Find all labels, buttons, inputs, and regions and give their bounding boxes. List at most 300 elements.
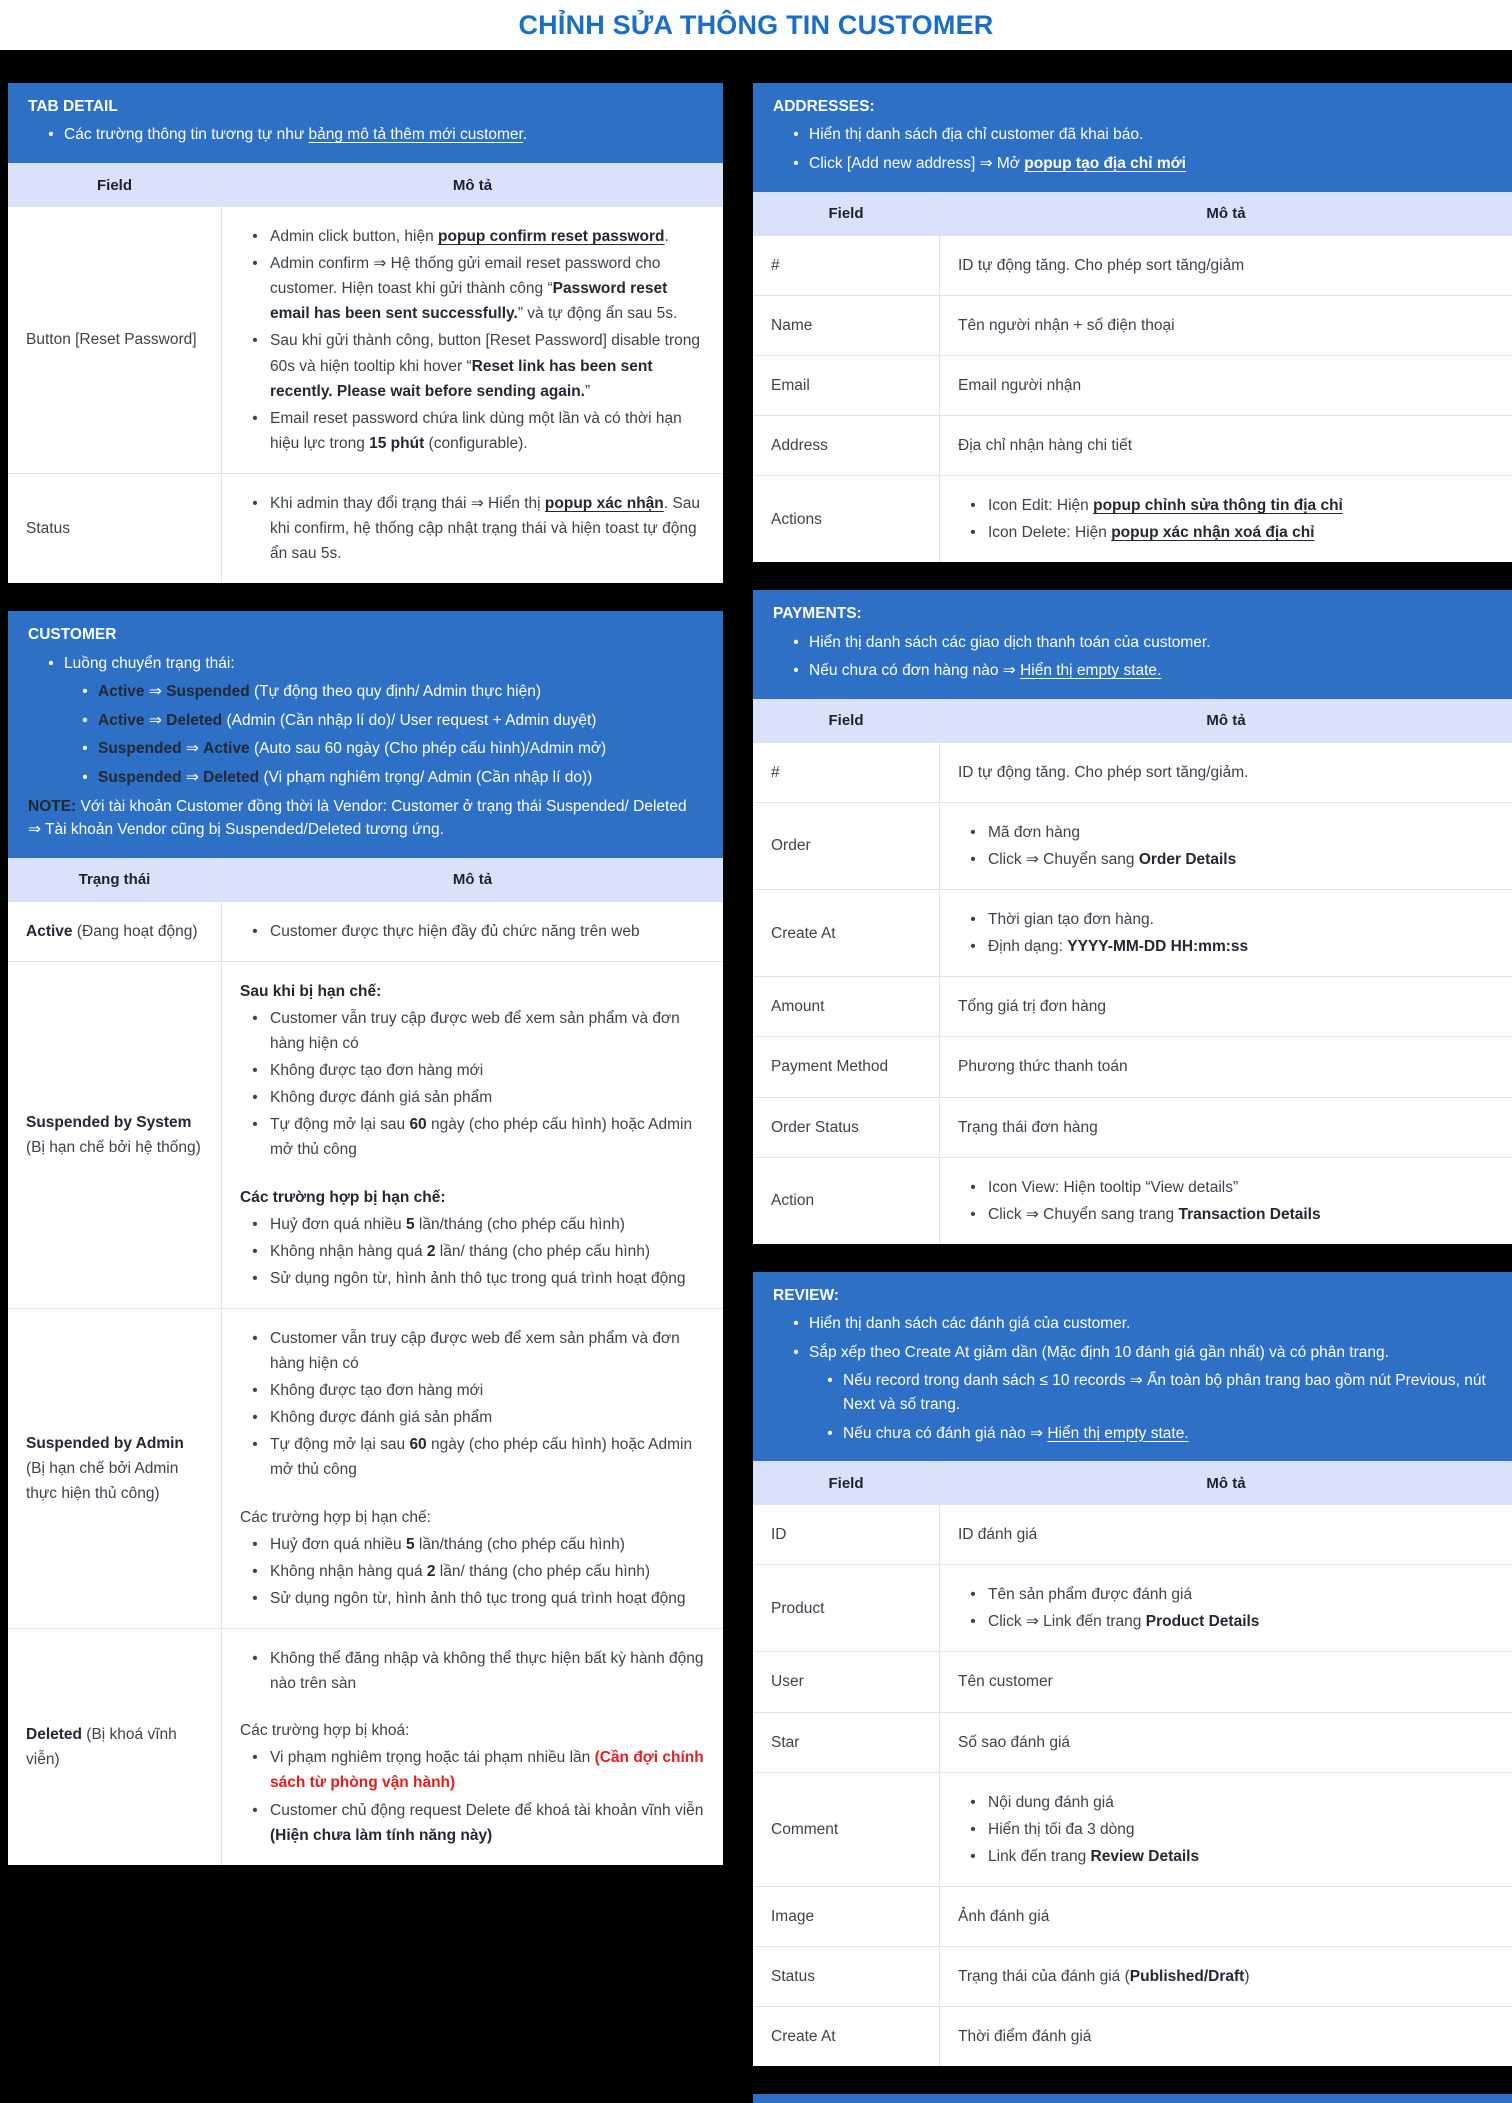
bullet-text: Định dạng: YYYY-MM-DD HH:mm:ss (988, 934, 1494, 959)
review-table (753, 1461, 1512, 2066)
section-bullet (773, 123, 1492, 147)
description-bullet (240, 406, 705, 456)
header-row (8, 163, 723, 207)
table-row (753, 743, 1512, 803)
bullet-marker: • (958, 493, 988, 518)
description-bullet (958, 1844, 1494, 1869)
bullet-text: Khi admin thay đổi trạng thái ⇒ Hiển thị popup xác nhận. Sau khi confirm, hệ thống cập nhật trạng thái và hiện toast tự động ẩn sau 5s. (270, 491, 705, 566)
description-cell (940, 977, 1512, 1037)
bullet-marker: • (240, 1798, 270, 1848)
doc-link[interactable]: Hiển thị empty state. (1047, 1425, 1188, 1442)
section-payments (753, 590, 1512, 1244)
table-header-row (753, 1461, 1512, 1505)
description-cell (940, 1947, 1512, 2007)
bullet-text: Active ⇒ Deleted (Admin (Cần nhập lí do)/ User request + Admin duyệt) (98, 709, 596, 733)
field-cell: Product (753, 1565, 940, 1652)
payments-header-panel (753, 590, 1512, 699)
description-bullet (240, 1378, 705, 1403)
field-cell: Status (8, 474, 222, 584)
bullet-text: Link đến trang Review Details (988, 1844, 1494, 1869)
bullet-marker: • (240, 919, 270, 944)
bullet-marker: • (72, 680, 98, 704)
addresses-table (753, 192, 1512, 563)
bullet-text: Click ⇒ Chuyển sang trang Transaction Details (988, 1202, 1494, 1227)
table-row (753, 2007, 1512, 2067)
table-row (753, 295, 1512, 355)
customer-header-panel (8, 611, 723, 857)
description-bullet (958, 1175, 1494, 1200)
description-paragraph: Các trường hợp bị hạn chế: (240, 1505, 705, 1530)
section-heading: ADDRESSES: (773, 96, 1492, 118)
description-cell (940, 295, 1512, 355)
bullet-marker: • (783, 631, 809, 655)
bullet-text: Tên sản phẩm được đánh giá (988, 1582, 1494, 1607)
bullet-marker: • (240, 1559, 270, 1584)
bullet-marker: • (958, 1817, 988, 1842)
doc-link[interactable]: Hiển thị empty state. (1020, 662, 1161, 679)
bullet-text: Không được tạo đơn hàng mới (270, 1378, 705, 1403)
table-row (753, 977, 1512, 1037)
section-review (753, 1272, 1512, 2066)
description-bullet (240, 1212, 705, 1237)
header-row (753, 192, 1512, 236)
bullet-text: Suspended ⇒ Deleted (Vi phạm nghiêm trọng/ Admin (Cần nhập lí do)) (98, 766, 592, 790)
table-row (753, 476, 1512, 563)
table-row (753, 1886, 1512, 1946)
doc-link[interactable]: popup tạo địa chỉ mới (1024, 155, 1186, 172)
bullet-marker: • (240, 251, 270, 326)
bullet-marker: • (38, 123, 64, 147)
description-bullet (958, 520, 1494, 545)
bullet-text: Nếu chưa có đơn hàng nào ⇒ Hiển thị empty state. (809, 659, 1161, 683)
addresses-header-panel (753, 83, 1512, 192)
bullet-marker: • (38, 652, 64, 676)
bullet-text: Hiển thị danh sách các giao dịch thanh toán của customer. (809, 631, 1211, 655)
bullet-marker: • (958, 1790, 988, 1815)
bullet-text: Mã đơn hàng (988, 820, 1494, 845)
description-cell (222, 961, 724, 1308)
bullet-marker: • (783, 1312, 809, 1336)
bullet-text: Nếu chưa có đánh giá nào ⇒ Hiển thị empty state. (843, 1422, 1189, 1446)
field-cell: Deleted (Bị khoá vĩnh viễn) (8, 1629, 222, 1865)
field-cell: Address (753, 415, 940, 475)
field-cell: Image (753, 1886, 940, 1946)
description-cell (940, 1097, 1512, 1157)
table-row (753, 1565, 1512, 1652)
section-bullet (28, 652, 703, 676)
warning-text: (Cần đợi chính sách từ phòng vận hành) (270, 1749, 704, 1791)
description-cell (940, 743, 1512, 803)
bullet-marker: • (240, 406, 270, 456)
description-bullet (240, 491, 705, 566)
section-bullet (28, 709, 703, 733)
column-header-desc: Mô tả (222, 858, 724, 902)
bullet-marker: • (240, 1378, 270, 1403)
bullet-text: Không thể đăng nhập và không thể thực hiện bất kỳ hành động nào trên sàn (270, 1646, 705, 1696)
section-customer (8, 611, 723, 1864)
table-row (753, 1947, 1512, 2007)
bullet-text: Tự động mở lại sau 60 ngày (cho phép cấu hình) hoặc Admin mở thủ công (270, 1112, 705, 1162)
bullet-marker: • (783, 123, 809, 147)
description-cell (940, 1886, 1512, 1946)
field-cell: Amount (753, 977, 940, 1037)
table-row (753, 415, 1512, 475)
description-bullet (958, 820, 1494, 845)
bullet-text: Sau khi gửi thành công, button [Reset Password] disable trong 60s và hiện tooltip khi hover “Reset link has been sent recently. Please wait before sending again.” (270, 328, 705, 403)
description-bullet (240, 1058, 705, 1083)
spacer (240, 1698, 705, 1716)
table-row (753, 1652, 1512, 1712)
doc-link[interactable]: bảng mô tả thêm mới customer (309, 126, 523, 143)
column-header-desc: Mô tả (940, 1461, 1512, 1505)
bullet-text: Huỷ đơn quá nhiều 5 lần/tháng (cho phép cấu hình) (270, 1212, 705, 1237)
next-section-strip (753, 2094, 1512, 2103)
table-row (753, 1097, 1512, 1157)
doc-link[interactable]: popup confirm reset password (438, 228, 665, 245)
bullet-text: Thời gian tạo đơn hàng. (988, 907, 1494, 932)
field-cell: Name (753, 295, 940, 355)
bullet-text: Các trường thông tin tương tự như bảng mô tả thêm mới customer. (64, 123, 527, 147)
description-bullet (240, 1532, 705, 1557)
section-bullet (773, 1369, 1492, 1416)
table-row (8, 1308, 723, 1628)
field-cell: Payment Method (753, 1037, 940, 1097)
bullet-marker: • (783, 659, 809, 683)
table-row (753, 1157, 1512, 1244)
description-bullet (958, 493, 1494, 518)
tab_detail-table (8, 163, 723, 583)
description-bullet (240, 1085, 705, 1110)
description-bullet (958, 1609, 1494, 1634)
field-cell: Order (753, 802, 940, 889)
section-bullet (773, 1422, 1492, 1446)
description-cell (222, 1629, 724, 1865)
bullet-marker: • (240, 1646, 270, 1696)
description-bullet (240, 1586, 705, 1611)
bullet-marker: • (72, 766, 98, 790)
bullet-text: Click ⇒ Chuyển sang Order Details (988, 847, 1494, 872)
bullet-marker: • (240, 1058, 270, 1083)
description-cell (222, 207, 724, 473)
bullet-text: Sử dụng ngôn từ, hình ảnh thô tục trong quá trình hoạt động (270, 1586, 705, 1611)
field-cell: Suspended by Admin (Bị hạn chế bởi Admin thực hiện thủ công) (8, 1308, 222, 1628)
bullet-marker: • (240, 1326, 270, 1376)
column-header-desc: Mô tả (940, 192, 1512, 236)
description-bullet (240, 224, 705, 249)
section-bullet (28, 680, 703, 704)
description-paragraph: ID tự động tăng. Cho phép sort tăng/giảm. (958, 760, 1494, 785)
description-paragraph: Số sao đánh giá (958, 1730, 1494, 1755)
content-columns (0, 83, 1512, 2103)
bullet-text: Sắp xếp theo Create At giảm dần (Mặc định 10 đánh giá gần nhất) và có phân trang. (809, 1341, 1389, 1365)
bullet-marker: • (958, 820, 988, 845)
bullet-text: Hiển thị danh sách các đánh giá của customer. (809, 1312, 1130, 1336)
bullet-text: Tự động mở lại sau 60 ngày (cho phép cấu hình) hoặc Admin mở thủ công (270, 1432, 705, 1482)
description-cell (222, 1308, 724, 1628)
tab_detail-header-panel (8, 83, 723, 163)
description-bullet (240, 328, 705, 403)
table-header-row (8, 163, 723, 207)
bullet-marker: • (240, 1085, 270, 1110)
description-paragraph: Các trường hợp bị khoá: (240, 1718, 705, 1743)
header-row (8, 858, 723, 902)
description-cell (940, 1652, 1512, 1712)
bullet-marker: • (240, 224, 270, 249)
bullet-text: Icon Edit: Hiện popup chỉnh sửa thông tin địa chỉ (988, 493, 1494, 518)
field-cell: User (753, 1652, 940, 1712)
page-title: CHỈNH SỬA THÔNG TIN CUSTOMER (518, 10, 993, 41)
description-bullet (240, 1006, 705, 1056)
description-cell (940, 2007, 1512, 2067)
description-bullet (958, 1817, 1494, 1842)
bullet-text: Icon View: Hiện tooltip “View details” (988, 1175, 1494, 1200)
bullet-text: Suspended ⇒ Active (Auto sau 60 ngày (Cho phép cấu hình)/Admin mở) (98, 737, 606, 761)
table-row (8, 902, 723, 962)
bullet-text: Customer vẫn truy cập được web để xem sản phẩm và đơn hàng hiện có (270, 1326, 705, 1376)
bullet-marker: • (958, 907, 988, 932)
doc-link[interactable]: popup chỉnh sửa thông tin địa chỉ (1093, 497, 1343, 514)
table-row (753, 1712, 1512, 1772)
column-header-field: Field (753, 192, 940, 236)
bullet-marker: • (240, 1239, 270, 1264)
description-cell (940, 802, 1512, 889)
bullet-text: Không được đánh giá sản phẩm (270, 1405, 705, 1430)
bullet-marker: • (817, 1369, 843, 1416)
bullet-marker: • (958, 1609, 988, 1634)
section-bullet (28, 737, 703, 761)
bullet-marker: • (240, 1405, 270, 1430)
table-row (8, 1629, 723, 1865)
description-bullet (240, 1112, 705, 1162)
spacer (240, 1165, 705, 1183)
section-bullet (773, 1312, 1492, 1336)
bullet-marker: • (240, 1266, 270, 1291)
section-heading: TAB DETAIL (28, 96, 703, 118)
description-bullet (240, 1239, 705, 1264)
column-header-field: Field (753, 699, 940, 743)
bullet-text: Không được đánh giá sản phẩm (270, 1085, 705, 1110)
bullet-text: Customer vẫn truy cập được web để xem sản phẩm và đơn hàng hiện có (270, 1006, 705, 1056)
section-heading: REVIEW: (773, 1285, 1492, 1307)
description-bullet (958, 1582, 1494, 1607)
bullet-marker: • (783, 152, 809, 176)
description-paragraph: ID đánh giá (958, 1522, 1494, 1547)
header-row (753, 699, 1512, 743)
description-cell (222, 474, 724, 584)
bullet-marker: • (817, 1422, 843, 1446)
description-bullet (240, 1266, 705, 1291)
description-cell (940, 1772, 1512, 1886)
field-cell: ID (753, 1505, 940, 1565)
section-bullet (773, 631, 1492, 655)
field-cell: Email (753, 355, 940, 415)
description-paragraph: Tên customer (958, 1669, 1494, 1694)
description-bullet (958, 847, 1494, 872)
section-bullet (28, 123, 703, 147)
description-bullet (958, 934, 1494, 959)
description-bullet (240, 919, 705, 944)
field-cell: # (753, 743, 940, 803)
title-bar (0, 0, 1512, 50)
bullet-marker: • (240, 1532, 270, 1557)
description-bullet (240, 1798, 705, 1848)
right-column (753, 83, 1512, 2103)
field-cell: Active (Đang hoạt động) (8, 902, 222, 962)
field-cell: Status (753, 1947, 940, 2007)
bullet-text: Email reset password chứa link dùng một lần và có thời hạn hiệu lực trong 15 phút (configurable). (270, 406, 705, 456)
description-cell (940, 415, 1512, 475)
description-paragraph: Trạng thái đơn hàng (958, 1115, 1494, 1140)
bullet-marker: • (958, 847, 988, 872)
description-bullet (240, 1432, 705, 1482)
bullet-text: Nội dung đánh giá (988, 1790, 1494, 1815)
description-paragraph: Email người nhận (958, 373, 1494, 398)
table-row (753, 1505, 1512, 1565)
table-row (753, 1037, 1512, 1097)
column-header-field: Trạng thái (8, 858, 222, 902)
bullet-text: Active ⇒ Suspended (Tự động theo quy định/ Admin thực hiện) (98, 680, 541, 704)
left-column (8, 83, 723, 1865)
description-cell (940, 476, 1512, 563)
description-cell (940, 1037, 1512, 1097)
column-header-desc: Mô tả (222, 163, 724, 207)
field-cell: # (753, 236, 940, 296)
description-bullet (240, 1559, 705, 1584)
payments-table (753, 699, 1512, 1244)
field-cell: Comment (753, 1772, 940, 1886)
column-header-field: Field (8, 163, 222, 207)
description-bullet (240, 1745, 705, 1795)
table-row (753, 1772, 1512, 1886)
section-heading: CUSTOMER (28, 624, 703, 646)
description-bullet (958, 1790, 1494, 1815)
bullet-text: Admin click button, hiện popup confirm reset password. (270, 224, 705, 249)
description-cell (940, 355, 1512, 415)
table-row (753, 802, 1512, 889)
bullet-text: Không nhận hàng quá 2 lần/ tháng (cho phép cấu hình) (270, 1559, 705, 1584)
bullet-marker: • (240, 1432, 270, 1482)
bullet-text: Sử dụng ngôn từ, hình ảnh thô tục trong quá trình hoạt động (270, 1266, 705, 1291)
description-paragraph: Thời điểm đánh giá (958, 2024, 1494, 2049)
table-row (8, 474, 723, 584)
description-paragraph: Các trường hợp bị hạn chế: (240, 1185, 705, 1210)
field-cell: Order Status (753, 1097, 940, 1157)
bullet-text: Click ⇒ Link đến trang Product Details (988, 1609, 1494, 1634)
section-bullet (28, 766, 703, 790)
description-bullet (958, 907, 1494, 932)
bullet-marker: • (240, 1586, 270, 1611)
bullet-marker: • (240, 1212, 270, 1237)
bullet-text: Icon Delete: Hiện popup xác nhận xoá địa chỉ (988, 520, 1494, 545)
description-paragraph: Tên người nhận + số điện thoại (958, 313, 1494, 338)
table-header-row (753, 192, 1512, 236)
spacer (240, 1485, 705, 1503)
section-bullet (773, 152, 1492, 176)
bullet-text: Không nhận hàng quá 2 lần/ tháng (cho phép cấu hình) (270, 1239, 705, 1264)
customer-table (8, 858, 723, 1865)
doc-link[interactable]: popup xác nhận (545, 495, 664, 512)
description-paragraph: Địa chỉ nhận hàng chi tiết (958, 433, 1494, 458)
description-paragraph: Ảnh đánh giá (958, 1904, 1494, 1929)
section-note: NOTE: Với tài khoản Customer đồng thời là Vendor: Customer ở trạng thái Suspended/ Deleted ⇒ Tài khoản Vendor cũng bị Suspended/Deleted tương ứng. (28, 795, 703, 842)
bullet-text: Luồng chuyển trạng thái: (64, 652, 235, 676)
bullet-marker: • (72, 737, 98, 761)
description-paragraph: Sau khi bị hạn chế: (240, 979, 705, 1004)
description-bullet (240, 1326, 705, 1376)
bullet-marker: • (240, 1112, 270, 1162)
table-row (753, 890, 1512, 977)
bullet-marker: • (958, 1582, 988, 1607)
description-bullet (240, 1405, 705, 1430)
bullet-marker: • (240, 491, 270, 566)
field-cell: Actions (753, 476, 940, 563)
field-cell: Button [Reset Password] (8, 207, 222, 473)
table-header-row (8, 858, 723, 902)
description-bullet (240, 251, 705, 326)
description-paragraph: ID tự động tăng. Cho phép sort tăng/giảm (958, 253, 1494, 278)
column-header-field: Field (753, 1461, 940, 1505)
bullet-text: Admin confirm ⇒ Hệ thống gửi email reset password cho customer. Hiện toast khi gửi thành công “Password reset email has been sent successfully.” và tự động ẩn sau 5s. (270, 251, 705, 326)
field-cell: Create At (753, 2007, 940, 2067)
field-cell: Star (753, 1712, 940, 1772)
description-bullet (958, 1202, 1494, 1227)
bullet-marker: • (958, 1844, 988, 1869)
description-cell (940, 1712, 1512, 1772)
table-row (753, 236, 1512, 296)
section-heading: PAYMENTS: (773, 603, 1492, 625)
description-cell (940, 1505, 1512, 1565)
bullet-marker: • (958, 520, 988, 545)
section-bullet (773, 659, 1492, 683)
bullet-marker: • (72, 709, 98, 733)
table-header-row (753, 699, 1512, 743)
table-row (8, 207, 723, 473)
description-cell (940, 890, 1512, 977)
description-paragraph: Phương thức thanh toán (958, 1054, 1494, 1079)
field-cell: Action (753, 1157, 940, 1244)
table-row (8, 961, 723, 1308)
bullet-marker: • (240, 1745, 270, 1795)
bullet-marker: • (958, 1202, 988, 1227)
bullet-text: Hiển thị tối đa 3 dòng (988, 1817, 1494, 1842)
section-bullet (773, 1341, 1492, 1365)
header-row (753, 1461, 1512, 1505)
description-cell (940, 1157, 1512, 1244)
description-cell (940, 236, 1512, 296)
bullet-text: Click [Add new address] ⇒ Mở popup tạo địa chỉ mới (809, 152, 1186, 176)
bullet-text: Nếu record trong danh sách ≤ 10 records ⇒ Ẩn toàn bộ phân trang bao gồm nút Previous, nút Next và số trang. (843, 1369, 1492, 1416)
bullet-marker: • (240, 1006, 270, 1056)
bullet-marker: • (958, 934, 988, 959)
bullet-text: Customer được thực hiện đầy đủ chức năng trên web (270, 919, 705, 944)
description-bullet (240, 1646, 705, 1696)
bullet-text: Huỷ đơn quá nhiều 5 lần/tháng (cho phép cấu hình) (270, 1532, 705, 1557)
bullet-text: Hiển thị danh sách địa chỉ customer đã khai báo. (809, 123, 1143, 147)
bullet-text: Customer chủ động request Delete để khoá tài khoản vĩnh viễn (Hiện chưa làm tính năng này) (270, 1798, 705, 1848)
bullet-marker: • (958, 1175, 988, 1200)
bullet-text: Không được tạo đơn hàng mới (270, 1058, 705, 1083)
field-cell: Create At (753, 890, 940, 977)
description-paragraph: Tổng giá trị đơn hàng (958, 994, 1494, 1019)
description-cell (940, 1565, 1512, 1652)
bullet-marker: • (240, 328, 270, 403)
bullet-marker: • (783, 1341, 809, 1365)
doc-link[interactable]: popup xác nhận xoá địa chỉ (1111, 524, 1314, 541)
description-paragraph: Trạng thái của đánh giá (Published/Draft) (958, 1964, 1494, 1989)
table-row (753, 355, 1512, 415)
section-tab_detail (8, 83, 723, 583)
description-cell (222, 902, 724, 962)
